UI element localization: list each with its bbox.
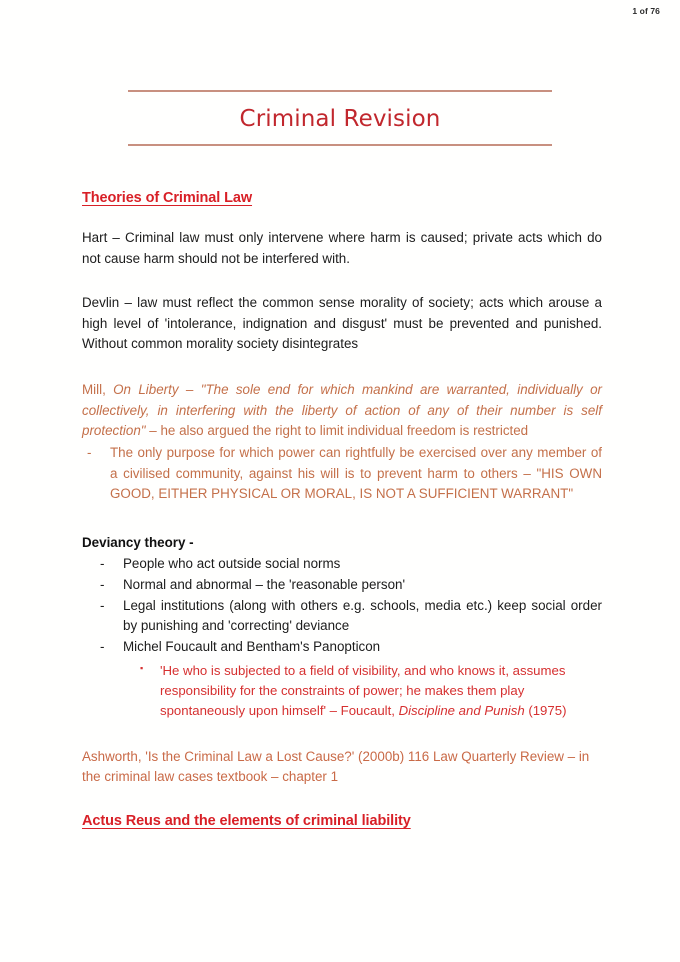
title-rule-top: [128, 90, 552, 92]
list-item: [82, 661, 602, 720]
mill-bullet-list: [82, 443, 602, 503]
paragraph-devlin: Devlin – law must reflect the common sense morality of society; acts which arouse a high level of 'intolerance, indignation and disgust' must be prevented and punished. Without common morality society disintegrates: [82, 295, 602, 351]
mill-work-title: On Liberty: [113, 382, 179, 398]
foucault-year: (1975): [524, 702, 567, 718]
list-item-label: Legal institutions (along with others e.g. schools, media etc.) keep social order by punishing and 'correcting' deviance: [123, 597, 602, 634]
list-item: [82, 637, 602, 657]
list-item-label: The only purpose for which power can rightfully be exercised over any member of a civilised community, against his will is to prevent harm to others – "HIS OWN GOOD, EITHER PHYSICAL OR MORAL, IS NOT A SUFFICIENT WARRANT": [110, 445, 602, 501]
list-item-label: Normal and abnormal – the 'reasonable person': [123, 576, 406, 592]
mill-author: Mill,: [82, 382, 114, 398]
list-item: [82, 575, 602, 595]
paragraph-ashworth: Ashworth, 'Is the Criminal Law a Lost Cause?' (2000b) 116 Law Quarterly Review – in the criminal law cases textbook – chapter 1: [82, 748, 590, 784]
list-item-label: People who act outside social norms: [123, 555, 341, 571]
dash-bullet-icon: -: [87, 445, 92, 461]
square-bullet-icon: ▪: [140, 663, 144, 674]
spacer: [82, 505, 602, 535]
foucault-work-title: Discipline and Punish: [398, 702, 525, 718]
mill-tail: – he also argued the right to limit individual freedom is restricted: [145, 423, 529, 439]
section-heading-actus-reus: Actus Reus and the elements of criminal liability: [82, 812, 411, 829]
document-content: [82, 90, 602, 829]
list-item-label: Michel Foucault and Bentham's Panopticon: [123, 639, 381, 655]
list-item: [82, 554, 602, 574]
foucault-quote-list: [82, 661, 602, 720]
page-title: Criminal Revision: [239, 106, 441, 132]
deviancy-list: [82, 554, 602, 658]
page-indicator: 1 of 76: [632, 6, 660, 16]
paragraph-mill: [82, 380, 602, 441]
title-block: [128, 90, 552, 146]
dash-bullet-icon: -: [100, 576, 105, 592]
dash-bullet-icon: -: [100, 639, 105, 655]
title-rule-bottom: [128, 144, 552, 146]
list-item: [82, 443, 602, 503]
mill-quote: "The sole end for which mankind are warranted, individually or collectively, in interfering with the liberty of action of any of their number is self protection": [82, 382, 602, 439]
mill-dash: –: [178, 382, 201, 398]
dash-bullet-icon: -: [100, 597, 105, 613]
section-heading-theories: Theories of Criminal Law: [82, 190, 253, 207]
list-item: [82, 596, 602, 636]
deviancy-theory-label: Deviancy theory -: [82, 534, 194, 550]
paragraph-hart: Hart – Criminal law must only intervene where harm is caused; private acts which do not cause harm should not be interfered with.: [82, 230, 602, 266]
spacer: [82, 721, 602, 747]
foucault-quote-text: 'He who is subjected to a field of visibility, and who knows it, assumes responsibility for the constraints of power; he makes them play spontaneously upon himself' – Foucault,: [160, 663, 566, 718]
dash-bullet-icon: -: [100, 555, 105, 571]
